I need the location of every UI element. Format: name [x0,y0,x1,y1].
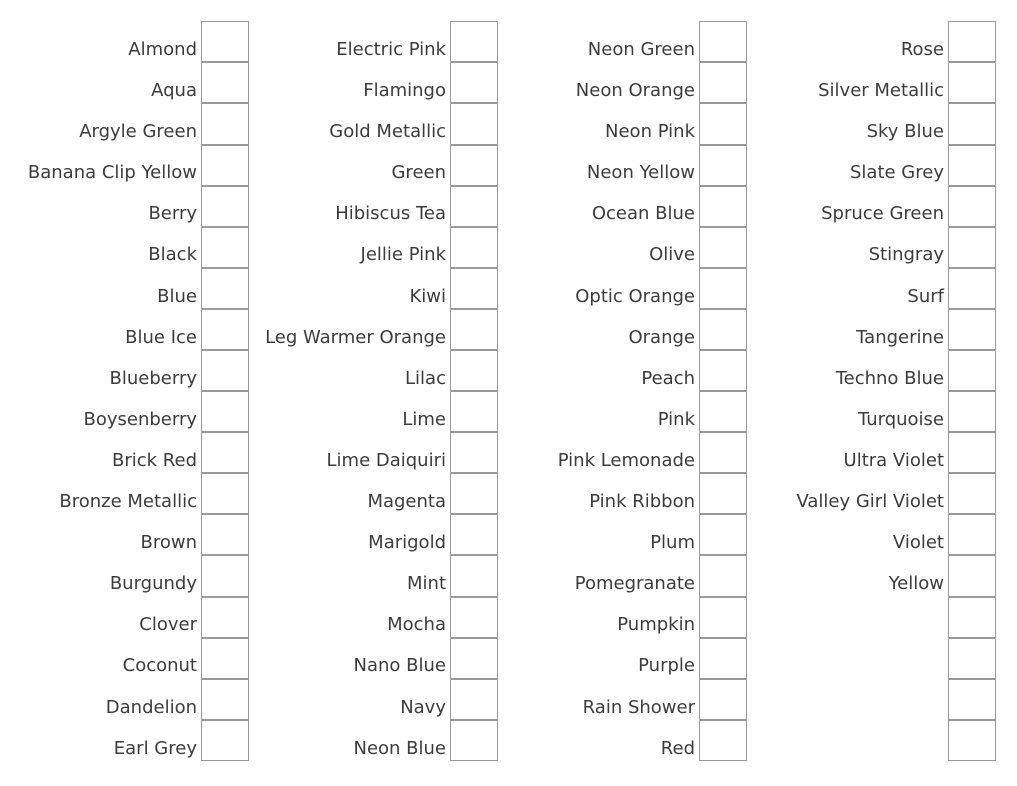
color-name-label: Rain Shower [582,696,695,718]
checkbox-square[interactable] [948,720,996,761]
color-name-label: Sky Blue [866,121,944,143]
color-name-label: Pink [657,408,695,430]
color-name-label: Rose [900,39,944,60]
color-name-label: Blueberry [109,367,197,389]
checkbox-square[interactable] [948,555,996,596]
color-name-label: Surf [907,285,944,307]
color-name-label: Silver Metallic [818,80,944,102]
color-name-label: Neon Pink [605,121,695,143]
color-name-label: Lilac [405,367,446,389]
color-name-label: Earl Grey [113,737,197,759]
checkbox-square[interactable] [948,514,996,555]
color-name-label: Marigold [368,532,446,554]
color-name-label: Purple [638,655,695,677]
color-name-label: Stingray [868,244,944,266]
color-name-label: Pumpkin [617,614,695,636]
color-name-label: Brick Red [112,449,197,471]
color-name-label: Slate Grey [850,162,944,184]
color-name-label: Techno Blue [835,367,944,389]
checklist-row [0,63,996,104]
color-name-label: Berry [148,203,197,225]
color-name-label: Optic Orange [575,285,695,307]
checklist-row [0,145,996,186]
checkbox-square[interactable] [948,186,996,227]
color-name-label: Yellow [888,573,944,595]
color-name-label: Orange [628,326,695,348]
color-name-label: Dandelion [105,696,197,718]
color-name-label: Leg Warmer Orange [265,326,446,348]
color-name-label: Pomegranate [574,573,695,595]
checklist-row [0,104,996,145]
color-name-label: Blue [157,285,197,307]
checkbox-square[interactable] [948,638,996,679]
color-name-label: Nano Blue [353,655,446,677]
color-name-label: Turquoise [857,408,944,430]
color-name-label: Violet [892,532,944,554]
color-name-label: Ultra Violet [843,449,944,471]
color-name-label: Magenta [367,491,446,513]
checklist-row [0,310,996,351]
checkbox-square[interactable] [948,597,996,638]
color-name-label: Neon Green [587,39,695,60]
color-name-label: Pink Ribbon [589,491,695,513]
color-name-label: Lime Daiquiri [326,449,446,471]
color-name-label: Argyle Green [79,121,197,143]
color-name-label: Mocha [387,614,446,636]
color-name-label: Spruce Green [821,203,944,225]
color-name-label: Neon Orange [575,80,695,102]
checkbox-square[interactable] [948,309,996,350]
checklist-row [0,269,996,310]
color-name-label: Blue Ice [125,326,197,348]
checklist-row [0,597,996,638]
checklist-row [0,638,996,679]
checklist-row [0,721,996,762]
color-name-label: Valley Girl Violet [796,491,944,513]
color-name-label: Hibiscus Tea [335,203,446,225]
color-name-label: Banana Clip Yellow [27,162,197,184]
color-name-label: Gold Metallic [329,121,446,143]
color-name-label: Coconut [122,655,197,677]
color-name-label: Brown [140,532,197,554]
checkbox-square[interactable] [948,103,996,144]
color-name-label: Electric Pink [336,39,446,60]
color-name-label: Mint [407,573,446,595]
color-name-label: Plum [650,532,695,554]
checkbox-square[interactable] [948,145,996,186]
checklist-row [0,474,996,515]
checkbox-square[interactable] [948,227,996,268]
color-name-label: Neon Yellow [586,162,695,184]
color-name-label: Red [660,737,695,759]
color-name-label: Ocean Blue [591,203,695,225]
color-name-label: Lime [402,408,446,430]
color-name-label: Flamingo [363,80,446,102]
checklist-row [0,433,996,474]
checklist-row [0,556,996,597]
checklist-row [0,351,996,392]
color-name-label: Bronze Metallic [59,491,197,513]
checklist-row [0,22,996,63]
checklist-row [0,680,996,721]
checkbox-square[interactable] [948,350,996,391]
color-name-label: Green [391,162,446,184]
color-name-label: Neon Blue [353,737,446,759]
color-name-label: Aqua [151,80,197,102]
color-name-label: Tangerine [856,326,944,348]
checkbox-square[interactable] [948,21,996,62]
checklist-row [0,227,996,268]
color-name-label: Pink Lemonade [557,449,695,471]
color-name-label: Kiwi [409,285,446,307]
color-name-label: Jellie Pink [360,244,446,266]
checklist-row [0,186,996,227]
checkbox-square[interactable] [948,391,996,432]
color-name-label: Peach [641,367,695,389]
checklist-column-4 [0,22,996,762]
checklist-row [0,392,996,433]
color-name-label: Black [148,244,197,266]
checklist-row [0,515,996,556]
checkbox-square[interactable] [948,679,996,720]
color-name-label: Boysenberry [83,408,197,430]
checkbox-square[interactable] [948,268,996,309]
color-name-label: Burgundy [109,573,197,595]
color-name-label: Olive [649,244,695,266]
color-name-label: Clover [139,614,197,636]
checkbox-square[interactable] [948,432,996,473]
checkbox-square[interactable] [948,473,996,514]
color-name-label: Almond [128,39,197,60]
color-name-label: Navy [400,696,446,718]
checkbox-square[interactable] [948,62,996,103]
